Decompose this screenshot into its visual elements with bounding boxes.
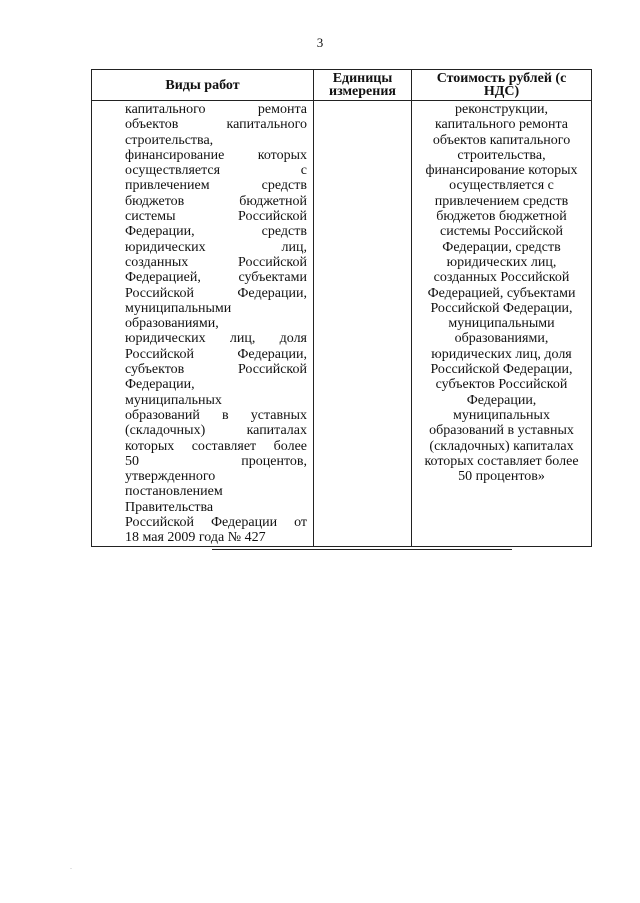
work-types-line: Российской Федерации от xyxy=(125,515,307,531)
work-types-line: утвержденного xyxy=(125,469,216,485)
cost-line: муниципальными xyxy=(448,316,555,332)
scan-mark: . xyxy=(70,862,72,871)
cost-text xyxy=(412,101,591,484)
cost-line: Федерацией, субъектами xyxy=(427,285,576,301)
work-types-line: бюджетов бюджетной xyxy=(125,193,307,209)
table-header-row xyxy=(92,70,592,101)
cost-line: образованиями, xyxy=(454,331,549,347)
cost-line: бюджетов бюджетной xyxy=(436,209,567,225)
page-number: 3 xyxy=(316,35,324,50)
cost-line: Федерации, xyxy=(466,392,537,408)
cost-line: муниципальных xyxy=(453,407,550,423)
work-types-line: Российской Федерации, xyxy=(125,285,307,301)
cost-line: 50 процентов» xyxy=(458,469,545,485)
work-types-line: строительства, xyxy=(125,132,214,148)
work-types-line: капитального ремонта xyxy=(125,102,307,117)
cell-cost xyxy=(412,101,592,547)
footer-divider xyxy=(212,549,512,550)
work-types-line: которых составляет более xyxy=(125,438,307,454)
work-types-line: созданных Российской xyxy=(125,254,307,270)
work-types-line: образований в уставных xyxy=(125,407,307,423)
work-types-line: постановлением xyxy=(125,484,223,500)
cost-line: созданных Российской xyxy=(433,270,570,286)
work-types-line: юридических лиц, xyxy=(125,239,307,255)
work-types-line: Российской Федерации, xyxy=(125,346,307,362)
header-cost-label: Стоимость рублей (с НДС) xyxy=(436,71,567,99)
cost-line: которых составляет более xyxy=(424,453,579,469)
header-units-label: Единицы измерения xyxy=(329,71,396,99)
cost-line: объектов капитального xyxy=(432,132,571,148)
cost-line: системы Российской xyxy=(439,224,563,240)
work-types-line: Федерации, средств xyxy=(125,224,307,240)
header-units xyxy=(314,70,412,101)
header-cost xyxy=(412,70,592,101)
cost-line: Федерации, средств xyxy=(442,239,561,255)
cost-line: строительства, xyxy=(457,147,546,163)
cost-line: образований в уставных xyxy=(429,423,574,439)
cost-line: Российской Федерации, xyxy=(430,300,573,316)
cost-line: (складочных) капиталах xyxy=(429,438,574,454)
cost-line: осуществляется с xyxy=(449,178,554,194)
table-row xyxy=(92,101,592,547)
work-types-line: системы Российской xyxy=(125,209,307,225)
cost-line: капитального ремонта xyxy=(434,117,569,133)
cost-line: субъектов Российской xyxy=(435,377,568,393)
work-types-line: Правительства xyxy=(125,499,214,515)
works-cost-table xyxy=(91,69,592,547)
work-types-line: 18 мая 2009 года № 427 xyxy=(125,530,266,546)
work-types-text xyxy=(92,101,313,546)
cell-work-types xyxy=(92,101,314,547)
work-types-line: Федерации, xyxy=(125,377,195,393)
work-types-line: финансирование которых xyxy=(125,147,307,163)
cost-line: юридических лиц, доля xyxy=(431,346,572,362)
header-work-types: Виды работ xyxy=(92,70,314,101)
work-types-line: Федерацией, субъектами xyxy=(125,270,307,286)
cost-line: финансирование которых xyxy=(425,163,578,179)
work-types-line: муниципальными xyxy=(125,300,232,316)
work-types-line: привлечением средств xyxy=(125,178,307,194)
work-types-line: объектов капитального xyxy=(125,117,307,133)
work-types-line: юридических лиц, доля xyxy=(125,331,307,347)
work-types-line: осуществляется с xyxy=(125,163,307,179)
work-types-line: образованиями, xyxy=(125,316,219,332)
work-types-line: (складочных) капиталах xyxy=(125,423,307,439)
cost-line: реконструкции, xyxy=(455,102,548,117)
work-types-line: 50 процентов, xyxy=(125,453,307,469)
work-types-line: субъектов Российской xyxy=(125,362,307,378)
work-types-line: муниципальных xyxy=(125,392,222,408)
cost-line: юридических лиц, xyxy=(446,254,557,270)
cost-line: Российской Федерации, xyxy=(430,362,573,378)
cost-line: привлечением средств xyxy=(434,193,569,209)
cell-units xyxy=(314,101,412,547)
